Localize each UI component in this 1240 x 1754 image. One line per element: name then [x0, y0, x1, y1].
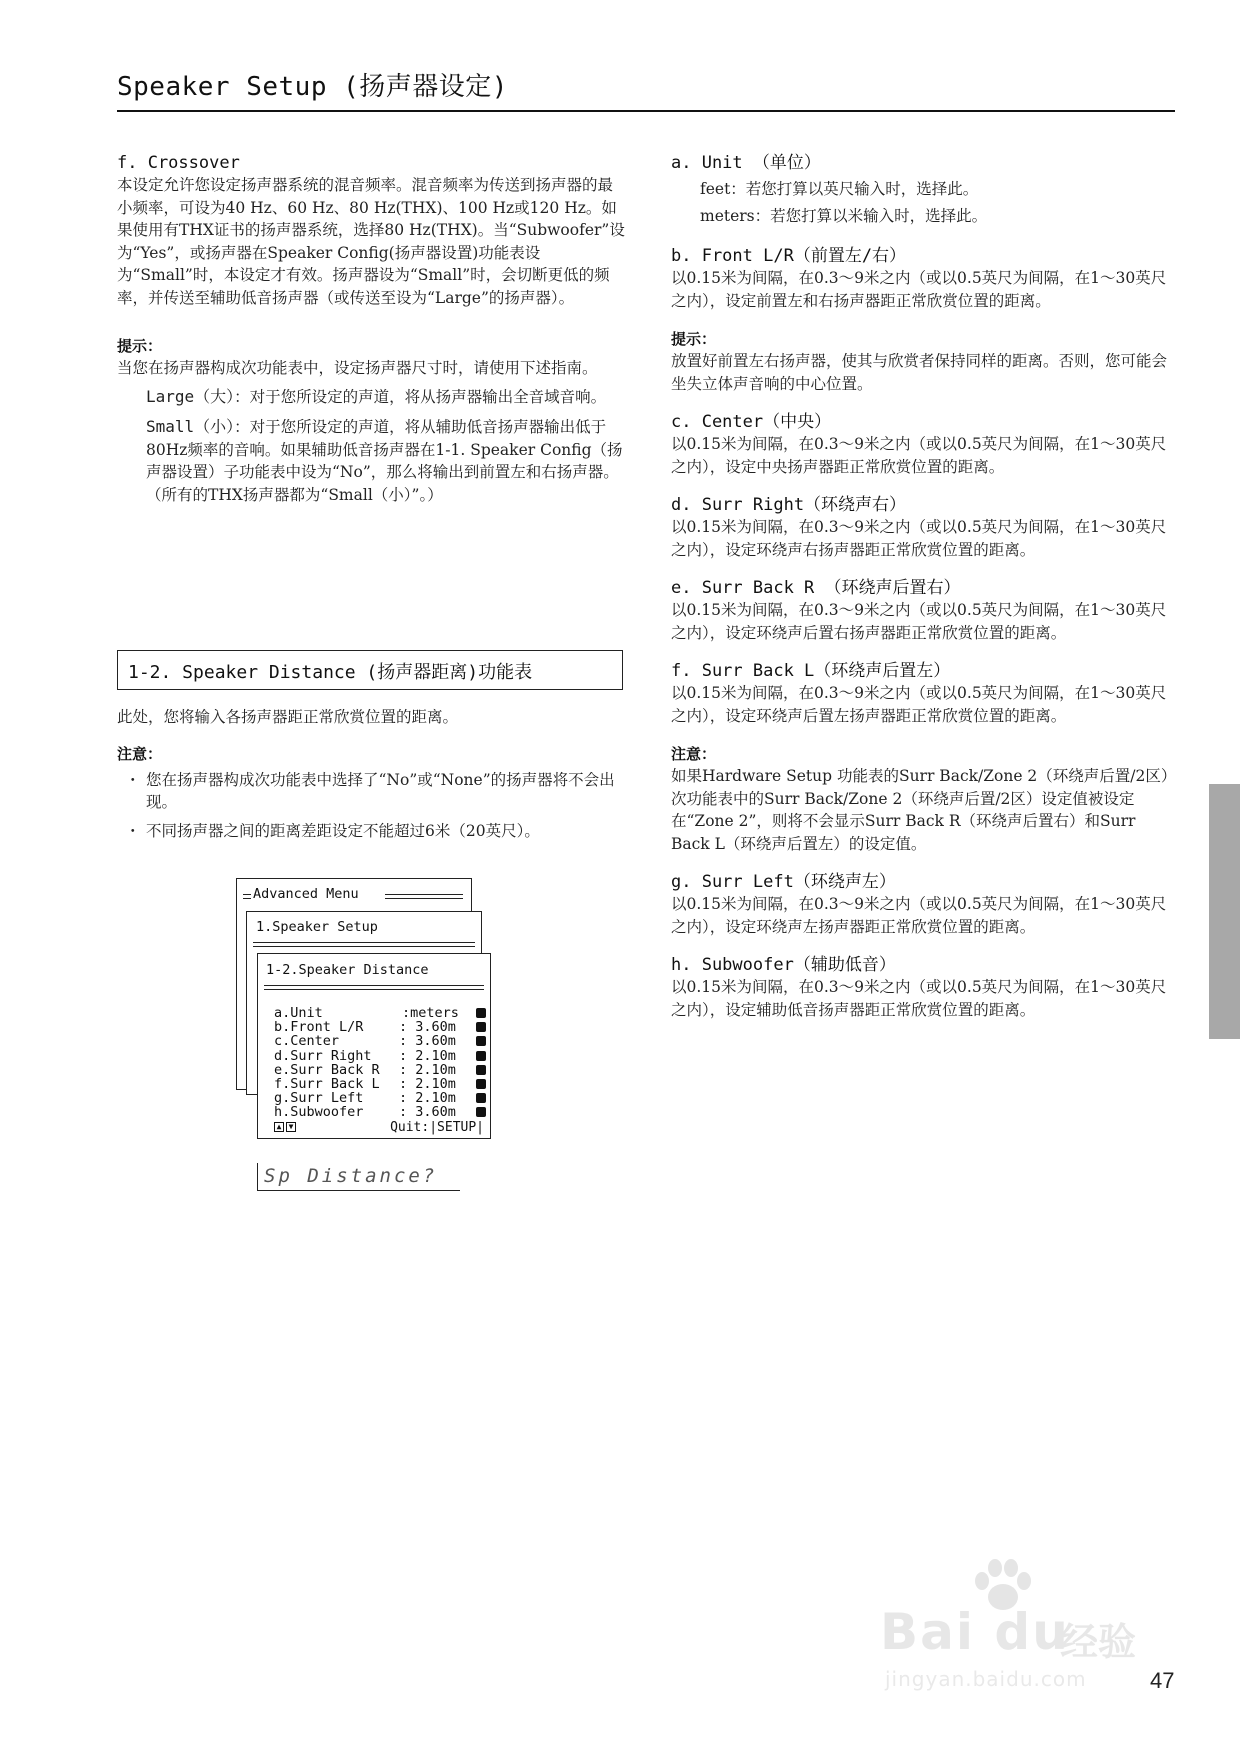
- osd-row-surr-back-l[interactable]: f.Surr Back L : 2.10m: [274, 1077, 486, 1091]
- osd-row-front[interactable]: b.Front L/R : 3.60m: [274, 1020, 486, 1034]
- osd-enter-icon: [476, 1093, 486, 1103]
- surr-right-heading: d. Surr Right（环绕声右）: [671, 495, 907, 515]
- osd-rows: [274, 1006, 486, 1120]
- surr-left-heading: g. Surr Left（环绕声左）: [671, 872, 896, 892]
- large-guide: [117, 386, 627, 409]
- large-term: Large（大）: [146, 386, 235, 406]
- page-number: 47: [1150, 1668, 1175, 1693]
- osd-speaker-setup-title: 1.Speaker Setup: [256, 919, 378, 935]
- distance-note-1: ・ 您在扬声器构成次功能表中选择了“No”或“None”的扬声器将不会出现。: [117, 769, 627, 814]
- crossover-body: 本设定允许您设定扬声器系统的混音频率。混音频率为传送到扬声器的最小频率，可设为40 Hz、60 Hz、80 Hz(THX)、100 Hz或120 Hz。如果使用有THX证书的扬声器系统，选择80 Hz(THX)。当“Subwoofer”设为“Yes”，或扬声器在Speaker Config(扬声器设置)功能表设为“Small”时，本设定才有效。扬声器设为“Small”时，会切断更低的频率，并传送至辅助低音扬声器（或传送至设为“Large”的扬声器）。: [117, 176, 625, 307]
- osd-advanced-menu-title: Advanced Menu: [253, 886, 359, 902]
- surr-left-body: 以0.15米为间隔，在0.3～9米之内（或以0.5英尺为间隔，在1～30英尺之内），设定环绕声左扬声器距正常欣赏位置的距离。: [671, 895, 1167, 936]
- osd-enter-icon: [476, 1051, 486, 1061]
- distance-intro: 此处，您将输入各扬声器距正常欣赏位置的距离。: [117, 708, 459, 726]
- subwoofer-body: 以0.15米为间隔，在0.3～9米之内（或以0.5英尺为间隔，在1～30英尺之内），设定辅助低音扬声器距正常欣赏位置的距离。: [671, 978, 1167, 1019]
- osd-quit-label: Quit:|SETUP|: [390, 1120, 484, 1135]
- large-desc: ：对于您所设定的声道，将从扬声器输出全音域音响。: [234, 387, 607, 406]
- lcd-display: Sp Distance?: [257, 1163, 460, 1191]
- right-note-heading: 注意：: [671, 745, 717, 763]
- right-hint-heading: 提示：: [671, 330, 717, 348]
- surr-back-l-heading: f. Surr Back L（环绕声后置左）: [671, 661, 951, 681]
- watermark-url: jingyan.baidu.com: [885, 1667, 1087, 1691]
- osd-row-surr-back-r[interactable]: e.Surr Back R : 2.10m: [274, 1063, 486, 1077]
- watermark-brand: Bai du: [880, 1603, 1070, 1661]
- small-desc: ：对于您所设定的声道，将从辅助低音扬声器输出低于80Hz频率的音响。如果辅助低音扬声器在1-1. Speaker Config（扬声器设置）子功能表中设为“No”，那么将输出到前置左和右扬声器。（所有的THX扬声器都为“Small（小）”。）: [146, 418, 623, 504]
- osd-enter-icon: [476, 1008, 486, 1018]
- osd-enter-icon: [476, 1079, 486, 1089]
- crossover-heading: f. Crossover: [117, 153, 240, 173]
- title-rule: [117, 110, 1175, 112]
- front-heading: b. Front L/R（前置左/右）: [671, 246, 907, 266]
- right-note-body: 如果Hardware Setup 功能表的Surr Back/Zone 2（环绕声后置/2区）次功能表中的Surr Back/Zone 2（环绕声后置/2区）设定值被设定在“Zone 2”，则将不会显示Surr Back R（环绕声后置右）和Surr Back L（环绕声后置左）的设定值。: [671, 767, 1169, 853]
- surr-back-l-body: 以0.15米为间隔，在0.3～9米之内（或以0.5英尺为间隔，在1～30英尺之内），设定环绕声后置左扬声器距正常欣赏位置的距离。: [671, 684, 1167, 725]
- surr-back-r-heading: e. Surr Back R （环绕声后置右）: [671, 578, 961, 598]
- osd-row-surr-right[interactable]: d.Surr Right : 2.10m: [274, 1049, 486, 1063]
- right-hint-body: 放置好前置左右扬声器，使其与欣赏者保持同样的距离。否则，您可能会坐失立体声音响的中心位置。: [671, 352, 1168, 393]
- left-column: [117, 152, 627, 506]
- subwoofer-heading: h. Subwoofer（辅助低音）: [671, 955, 896, 975]
- speaker-distance-section-box: [117, 650, 623, 690]
- watermark-jingyan: 经验: [1060, 1620, 1137, 1664]
- osd-row-surr-left[interactable]: g.Surr Left : 2.10m: [274, 1091, 486, 1105]
- osd-speaker-distance-title: 1-2.Speaker Distance: [266, 962, 429, 978]
- small-term: Small（小）: [146, 417, 235, 436]
- front-body: 以0.15米为间隔，在0.3～9米之内（或以0.5英尺为间隔，在1～30英尺之内），设定前置左和右扬声器距正常欣赏位置的距离。: [671, 269, 1167, 310]
- hint-heading: 提示：: [117, 337, 163, 355]
- hint-body: 当您在扬声器构成次功能表中，设定扬声器尺寸时，请使用下述指南。: [117, 359, 598, 377]
- osd-enter-icon: [476, 1022, 486, 1032]
- osd-enter-icon: [476, 1107, 486, 1117]
- osd-footer: [274, 1122, 486, 1136]
- distance-intro-block: [117, 706, 627, 842]
- side-tab-marker: [1209, 784, 1240, 1039]
- osd-row-center[interactable]: c.Center : 3.60m: [274, 1034, 486, 1048]
- unit-feet: feet：若您打算以英尺输入时，选择此。: [700, 180, 979, 198]
- unit-heading: a. Unit （单位）: [671, 153, 821, 173]
- osd-enter-icon: [476, 1065, 486, 1075]
- down-arrow-icon[interactable]: ▼: [286, 1122, 296, 1132]
- osd-row-subwoofer[interactable]: h.Subwoofer : 3.60m: [274, 1105, 486, 1119]
- distance-note-heading: 注意：: [117, 744, 163, 763]
- surr-back-r-body: 以0.15米为间隔，在0.3～9米之内（或以0.5英尺为间隔，在1～30英尺之内），设定环绕声后置右扬声器距正常欣赏位置的距离。: [671, 601, 1167, 642]
- osd-row-unit[interactable]: a.Unit :meters: [274, 1006, 486, 1020]
- speaker-distance-section-title: 1-2. Speaker Distance (扬声器距离)功能表: [128, 662, 533, 683]
- distance-note-2: ・ 不同扬声器之间的距离差距设定不能超过6米（20英尺）。: [117, 820, 627, 843]
- page-title: Speaker Setup (扬声器设定): [117, 72, 508, 102]
- center-heading: c. Center（中央）: [671, 412, 832, 432]
- right-column: [671, 152, 1176, 1021]
- surr-right-body: 以0.15米为间隔，在0.3～9米之内（或以0.5英尺为间隔，在1～30英尺之内），设定环绕声右扬声器距正常欣赏位置的距离。: [671, 518, 1167, 559]
- baidu-watermark: [880, 1555, 1180, 1691]
- up-arrow-icon[interactable]: ▲: [274, 1122, 284, 1132]
- center-body: 以0.15米为间隔，在0.3～9米之内（或以0.5英尺为间隔，在1～30英尺之内），设定中央扬声器距正常欣赏位置的距离。: [671, 435, 1167, 476]
- small-guide: [117, 416, 627, 506]
- osd-speaker-distance: [257, 953, 491, 1139]
- unit-meters: meters：若您打算以米输入时，选择此。: [700, 206, 988, 225]
- osd-enter-icon: [476, 1036, 486, 1046]
